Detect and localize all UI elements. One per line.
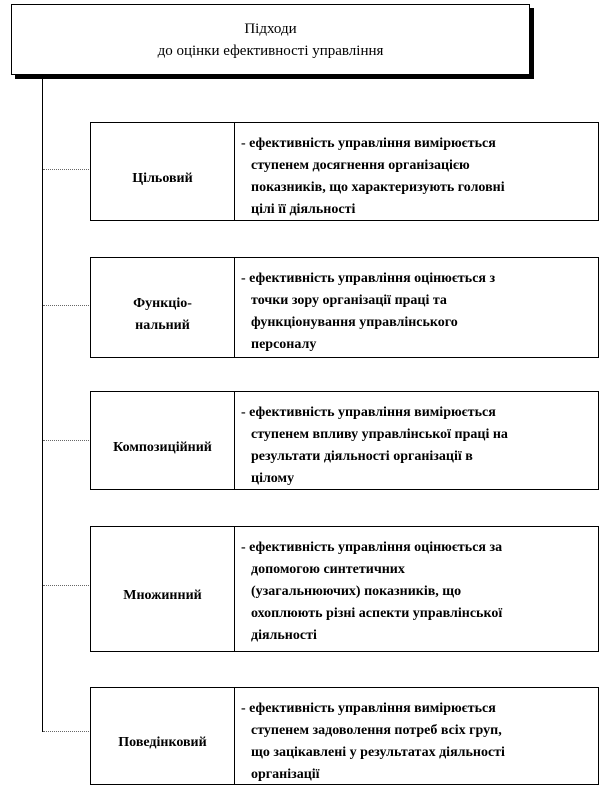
approach-name [91, 392, 235, 489]
approach-description [235, 123, 598, 220]
approach-name [91, 688, 235, 784]
connector-spine [42, 74, 43, 732]
approach-row-multiple [90, 526, 599, 652]
connector-line-5 [43, 731, 91, 732]
description-line: (узагальнюючих) показників, що [251, 584, 462, 599]
description-line: цілі її діяльності [251, 202, 356, 217]
description-line: показників, що характеризують головні [251, 180, 505, 195]
description-line: охоплюють різні аспекти управлінської [251, 606, 503, 621]
approach-name-line: Множинний [123, 588, 202, 603]
description-line: діяльності [251, 628, 317, 643]
title-line-2: до оцінки ефективності управління [157, 42, 384, 59]
connector-line-2 [43, 305, 91, 306]
approach-row-compositional [90, 391, 599, 490]
approach-row-functional [90, 257, 599, 358]
diagram-title-box [11, 4, 530, 75]
description-line: - ефективність управління оцінюється з [241, 271, 496, 286]
description-line: - ефективність управління оцінюється за [241, 540, 503, 555]
approach-name [91, 123, 235, 220]
approach-name [91, 527, 235, 651]
connector-line-4 [43, 585, 91, 586]
title-line-1: Підходи [244, 20, 297, 37]
approach-row-target [90, 122, 599, 221]
approach-description [235, 392, 598, 489]
description-line: результати діяльності організації в [251, 449, 473, 464]
approach-name-line: Функціо- [133, 295, 192, 311]
description-line: ступенем досягнення організацією [251, 158, 470, 173]
approach-name-line: Композиційний [113, 439, 212, 455]
approach-name-line: нальний [135, 317, 190, 333]
description-line: персоналу [251, 337, 317, 352]
approach-description [235, 688, 598, 784]
description-line: допомогою синтетичних [251, 562, 405, 577]
description-line: точки зору організації праці та [251, 293, 447, 308]
approach-description [235, 258, 598, 357]
description-line: цілому [251, 471, 295, 486]
description-line: функціонування управлінського [251, 315, 458, 330]
description-line: ступенем впливу управлінської праці на [251, 427, 508, 442]
connector-line-1 [43, 169, 91, 170]
description-line: що зацікавлені у результатах діяльності [251, 745, 505, 760]
description-line: - ефективність управління вимірюється [241, 701, 496, 716]
approach-row-behavioral [90, 687, 599, 785]
approach-description [235, 527, 598, 651]
description-line: організації [251, 767, 320, 782]
description-line: ступенем задоволення потреб всіх груп, [251, 723, 502, 738]
connector-line-3 [43, 440, 91, 441]
approach-name-line: Цільовий [132, 170, 193, 186]
description-line: - ефективність управління вимірюється [241, 405, 496, 420]
description-line: - ефективність управління вимірюється [241, 136, 496, 151]
approach-name-line: Поведінковий [118, 735, 207, 750]
approach-name [91, 258, 235, 357]
